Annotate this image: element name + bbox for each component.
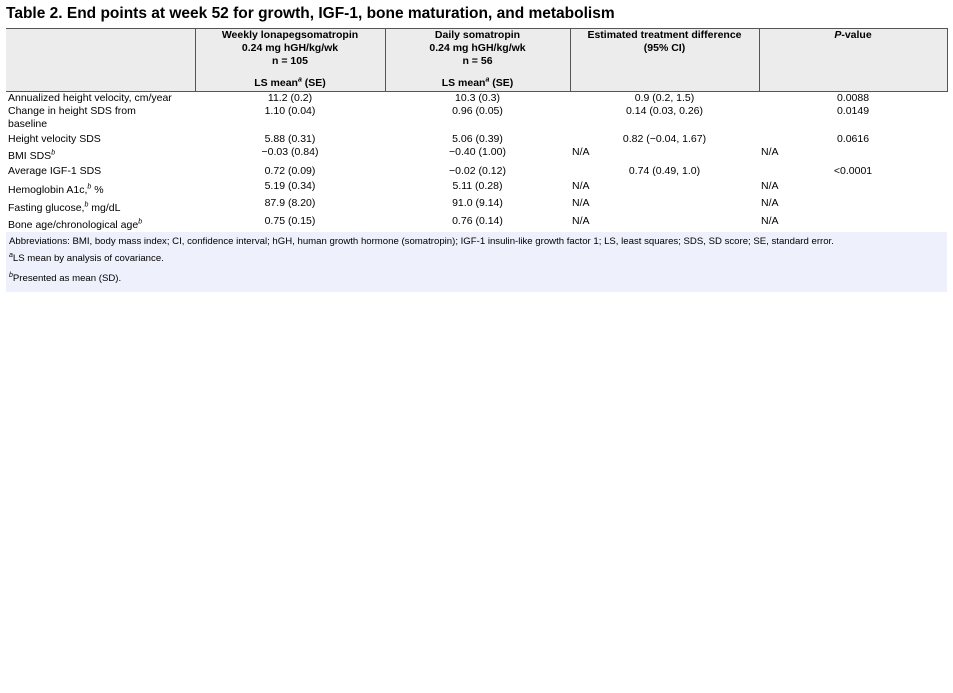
row-label: Height velocity SDS <box>8 133 101 145</box>
row-label: Annualized height velocity, cm/year <box>8 92 172 104</box>
cell-daily-somatropin: 10.3 (0.3) <box>455 92 500 104</box>
header-col3-line1: Estimated treatment difference <box>587 29 742 41</box>
cell-daily-somatropin: −0.02 (0.12) <box>449 165 506 177</box>
header-col3-line2: (95% CI) <box>643 42 686 54</box>
header-col2-line3: n = 56 <box>462 55 493 67</box>
cell-p-value: N/A <box>761 180 779 192</box>
footnote-abbreviations: Abbreviations: BMI, body mass index; CI, confidence interval; hGH, human growth hormone (somatropin); IGF-1 insulin-like growth factor 1; LS, least squares; SDS, SD score; SE, standard error. <box>9 236 834 247</box>
cell-lonapegsomatropin: −0.03 (0.84) <box>261 146 319 158</box>
cell-lonapegsomatropin: 0.75 (0.15) <box>264 215 316 227</box>
cell-treatment-difference: N/A <box>572 146 590 158</box>
cell-treatment-difference: N/A <box>572 180 590 192</box>
table-row <box>6 92 947 106</box>
cell-daily-somatropin: −0.40 (1.00) <box>449 146 506 158</box>
footnotes <box>6 232 947 292</box>
header-p-italic: P <box>834 29 842 41</box>
table-row <box>6 163 947 180</box>
row-label: Average IGF-1 SDS <box>8 165 102 177</box>
row-label: Fasting glucose,$^b$ mg/dL <box>8 201 121 214</box>
cell-treatment-difference: 0.74 (0.49, 1.0) <box>628 165 701 177</box>
table-row <box>6 105 947 131</box>
cell-p-value: 0.0149 <box>836 105 870 117</box>
header-col1-line1: Weekly lonapegsomatropin <box>221 29 359 41</box>
row-label: Change in height SDS from baseline <box>8 105 136 130</box>
header-p-value <box>759 29 947 92</box>
header-col1-stat: LS mean$^a$ (SE) <box>254 76 326 89</box>
table-row <box>6 197 947 215</box>
cell-p-value: <0.0001 <box>833 165 873 177</box>
cell-p-value: N/A <box>761 197 779 209</box>
header-treatment-difference <box>570 29 759 92</box>
cell-p-value: 0.0088 <box>836 92 870 104</box>
cell-treatment-difference: N/A <box>572 197 590 209</box>
row-label: BMI SDS$^b$ <box>8 149 56 162</box>
footnote-b: $^b$Presented as mean (SD). <box>9 271 122 284</box>
header-col2-line1: Daily somatropin <box>434 29 521 41</box>
header-blank-cell <box>6 29 195 92</box>
cell-treatment-difference: 0.14 (0.03, 0.26) <box>625 105 704 117</box>
row-label: Hemoglobin A1c,$^b$ % <box>8 183 104 196</box>
header-col2-line2: 0.24 mg hGH/kg/wk <box>429 42 526 54</box>
cell-lonapegsomatropin: 11.2 (0.2) <box>267 92 313 104</box>
cell-treatment-difference: N/A <box>572 215 590 227</box>
cell-lonapegsomatropin: 87.9 (8.20) <box>264 197 316 209</box>
table-row <box>6 131 947 146</box>
cell-treatment-difference: 0.9 (0.2, 1.5) <box>634 92 695 104</box>
cell-daily-somatropin: 91.0 (9.14) <box>452 197 503 209</box>
table-title: Table 2. End points at week 52 for growth, IGF-1, bone maturation, and metabolism <box>6 5 615 22</box>
endpoints-table <box>6 28 948 292</box>
table-row <box>6 215 947 232</box>
row-label: Bone age/chronological age$^b$ <box>8 218 143 231</box>
footnotes-row <box>6 232 947 292</box>
header-col1-line2: 0.24 mg hGH/kg/wk <box>241 42 339 54</box>
cell-p-value: 0.0616 <box>836 133 870 145</box>
header-row <box>6 29 947 92</box>
cell-daily-somatropin: 5.11 (0.28) <box>452 180 503 192</box>
header-col1-line3: n = 105 <box>272 55 308 67</box>
cell-daily-somatropin: 0.96 (0.05) <box>452 105 503 117</box>
cell-p-value: N/A <box>761 146 779 158</box>
cell-lonapegsomatropin: 0.72 (0.09) <box>264 165 316 177</box>
table-row <box>6 146 947 163</box>
cell-daily-somatropin: 5.06 (0.39) <box>452 133 503 145</box>
header-p-rest: -value <box>841 29 872 41</box>
cell-lonapegsomatropin: 5.19 (0.34) <box>264 180 316 192</box>
header-col2-stat: LS mean$^a$ (SE) <box>441 76 514 89</box>
table-row <box>6 180 947 197</box>
footnote-a: $^a$LS mean by analysis of covariance. <box>9 251 164 264</box>
header-lonapegsomatropin <box>195 29 385 92</box>
cell-lonapegsomatropin: 5.88 (0.31) <box>264 133 316 145</box>
header-daily-somatropin <box>385 29 570 92</box>
cell-daily-somatropin: 0.76 (0.14) <box>452 215 503 227</box>
cell-treatment-difference: 0.82 (−0.04, 1.67) <box>622 133 707 145</box>
cell-p-value: N/A <box>761 215 779 227</box>
cell-lonapegsomatropin: 1.10 (0.04) <box>264 105 316 117</box>
